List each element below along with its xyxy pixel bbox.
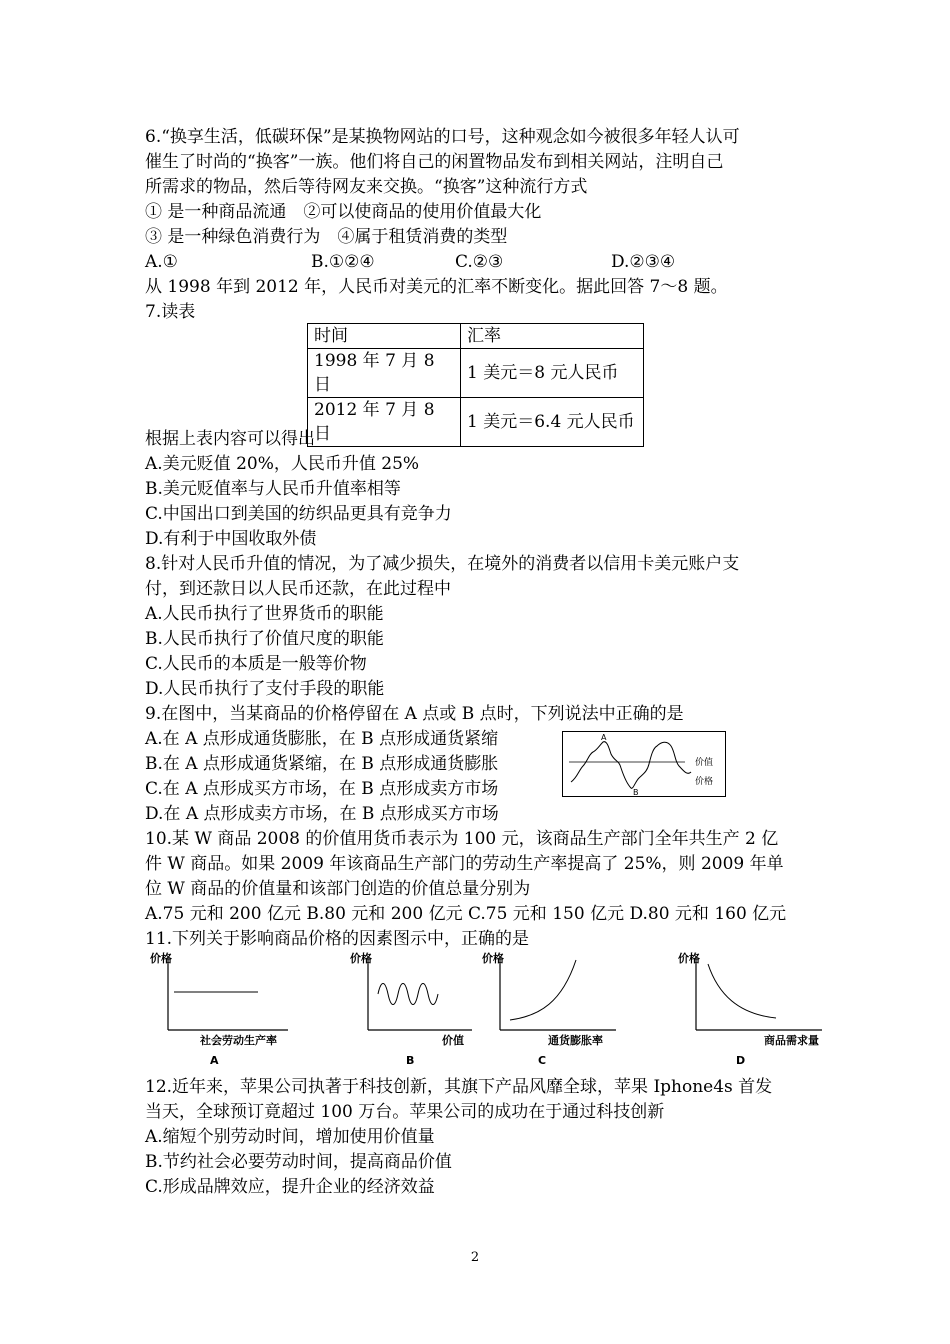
q7-option-c: C.中国出口到美国的纺织品更具有竞争力	[145, 504, 452, 524]
q12-option-b: B.节约社会必要劳动时间，提高商品价值	[145, 1152, 452, 1172]
q12-stem-line-1: 12.近年来，苹果公司执著于科技创新，其旗下产品风靡全球，苹果 Iphone4s 首发	[145, 1077, 773, 1097]
table-cell-rate: 1 美元＝6.4 元人民币	[461, 398, 644, 447]
q12-option-c: C.形成品牌效应，提升企业的经济效益	[145, 1177, 435, 1197]
table-cell-rate: 1 美元＝8 元人民币	[461, 349, 644, 398]
q12-stem-line-2: 当天，全球预订竟超过 100 万台。苹果公司的成功在于通过科技创新	[145, 1102, 665, 1122]
q6-choice-d: D.②③④	[611, 252, 676, 272]
price-curve	[571, 742, 691, 789]
figure-a-ylabel: 价格	[150, 952, 172, 965]
figure-b-letter: B	[406, 1054, 415, 1067]
q6-choice-a: A.①	[145, 252, 178, 272]
point-a-label: A	[601, 733, 607, 742]
q8-option-b: B.人民币执行了价值尺度的职能	[145, 629, 384, 649]
price-label: 价格	[695, 777, 714, 787]
figure-a-letter: A	[210, 1054, 219, 1067]
q11-stem: 11.下列关于影响商品价格的因素图示中，正确的是	[145, 929, 530, 949]
figure-c-letter: C	[538, 1054, 547, 1067]
figure-c-ylabel: 价格	[482, 952, 504, 965]
q9-option-d: D.在 A 点形成卖方市场，在 B 点形成买方市场	[145, 804, 499, 824]
q11-figure-c	[480, 950, 620, 1068]
q7-stem: 7.读表	[145, 302, 196, 322]
q7-option-d: D.有利于中国收取外债	[145, 529, 317, 549]
q9-option-b: B.在 A 点形成通货紧缩，在 B 点形成通货膨胀	[145, 754, 499, 774]
page-number: 2	[470, 1250, 480, 1265]
q11-figure-a	[148, 950, 298, 1068]
q9-option-a: A.在 A 点形成通货膨胀，在 B 点形成通货紧缩	[145, 729, 499, 749]
figure-a-xlabel: 社会劳动生产率	[200, 1034, 277, 1047]
q9-option-c: C.在 A 点形成买方市场，在 B 点形成卖方市场	[145, 779, 499, 799]
table-row	[308, 349, 644, 398]
figure-d-ylabel: 价格	[678, 952, 700, 965]
q10-stem-line-2: 件 W 商品。如果 2009 年该商品生产部门的劳动生产率提高了 25%，则 2009 年单	[145, 854, 784, 874]
q6-choice-c: C.②③	[455, 252, 504, 272]
q6-stem-line-2: 催生了时尚的“换客”一族。他们将自己的闲置物品发布到相关网站，注明自己	[145, 152, 724, 172]
q10-options: A.75 元和 200 亿元 B.80 元和 200 亿元 C.75 元和 150 亿元 D.80 元和 160 亿元	[145, 904, 787, 924]
q6-stem-line-3: 所需求的物品，然后等待网友来交换。“换客”这种流行方式	[145, 177, 588, 197]
q8-stem-line-1: 8.针对人民币升值的情况，为了减少损失，在境外的消费者以信用卡美元账户支	[145, 554, 740, 574]
table-header-row	[308, 324, 644, 349]
q8-option-d: D.人民币执行了支付手段的职能	[145, 679, 385, 699]
point-b-label: B	[633, 788, 639, 796]
q10-stem-line-3: 位 W 商品的价值量和该部门创造的价值总量分别为	[145, 879, 531, 899]
q11-figure-b	[348, 950, 478, 1068]
q6-item-line-2: ③ 是一种绿色消费行为 ④属于租赁消费的类型	[145, 227, 508, 247]
q8-option-a: A.人民币执行了世界货币的职能	[145, 604, 384, 624]
q7-lead: 根据上表内容可以得出	[145, 429, 315, 449]
price-value-curve-svg	[563, 732, 725, 796]
q6-choice-b: B.①②④	[311, 252, 375, 272]
figure-d-letter: D	[736, 1054, 746, 1067]
q12-option-a: A.缩短个别劳动时间，增加使用价值量	[145, 1127, 435, 1147]
table-cell-date: 1998 年 7 月 8 日	[308, 349, 461, 398]
q8-option-c: C.人民币的本质是一般等价物	[145, 654, 367, 674]
table-header-time: 时间	[308, 324, 461, 349]
q6-item-line-1: ① 是一种商品流通 ②可以使商品的使用价值最大化	[145, 202, 542, 222]
figure-c-xlabel: 通货膨胀率	[548, 1034, 603, 1047]
value-label: 价值	[695, 758, 714, 768]
price-value-figure	[562, 731, 726, 797]
q7-option-a: A.美元贬值 20%，人民币升值 25%	[145, 454, 420, 474]
q9-stem: 9.在图中，当某商品的价格停留在 A 点或 B 点时，下列说法中正确的是	[145, 704, 684, 724]
q6-choices	[145, 250, 825, 275]
intro-7-8: 从 1998 年到 2012 年，人民币对美元的汇率不断变化。据此回答 7～8 题。	[145, 277, 728, 297]
figure-b-xlabel: 价值	[442, 1034, 464, 1047]
q7-option-b: B.美元贬值率与人民币升值率相等	[145, 479, 401, 499]
q11-figure-d	[676, 950, 826, 1068]
figure-b-ylabel: 价格	[350, 952, 372, 965]
table-cell-date: 2012 年 7 月 8 日	[308, 398, 461, 447]
q10-stem-line-1: 10.某 W 商品 2008 的价值用货币表示为 100 元，该商品生产部门全年共生产 2 亿	[145, 829, 779, 849]
figure-d-curve	[708, 964, 776, 1018]
q8-stem-line-2: 付，到还款日以人民币还款，在此过程中	[145, 579, 451, 599]
table-header-rate: 汇率	[461, 324, 644, 349]
figure-c-curve	[510, 960, 576, 1020]
figure-b-curve	[378, 984, 438, 1005]
figure-d-xlabel: 商品需求量	[764, 1034, 819, 1047]
q6-stem-line-1: 6.“换享生活，低碳环保”是某换物网站的口号，这种观念如今被很多年轻人认可	[145, 127, 740, 147]
